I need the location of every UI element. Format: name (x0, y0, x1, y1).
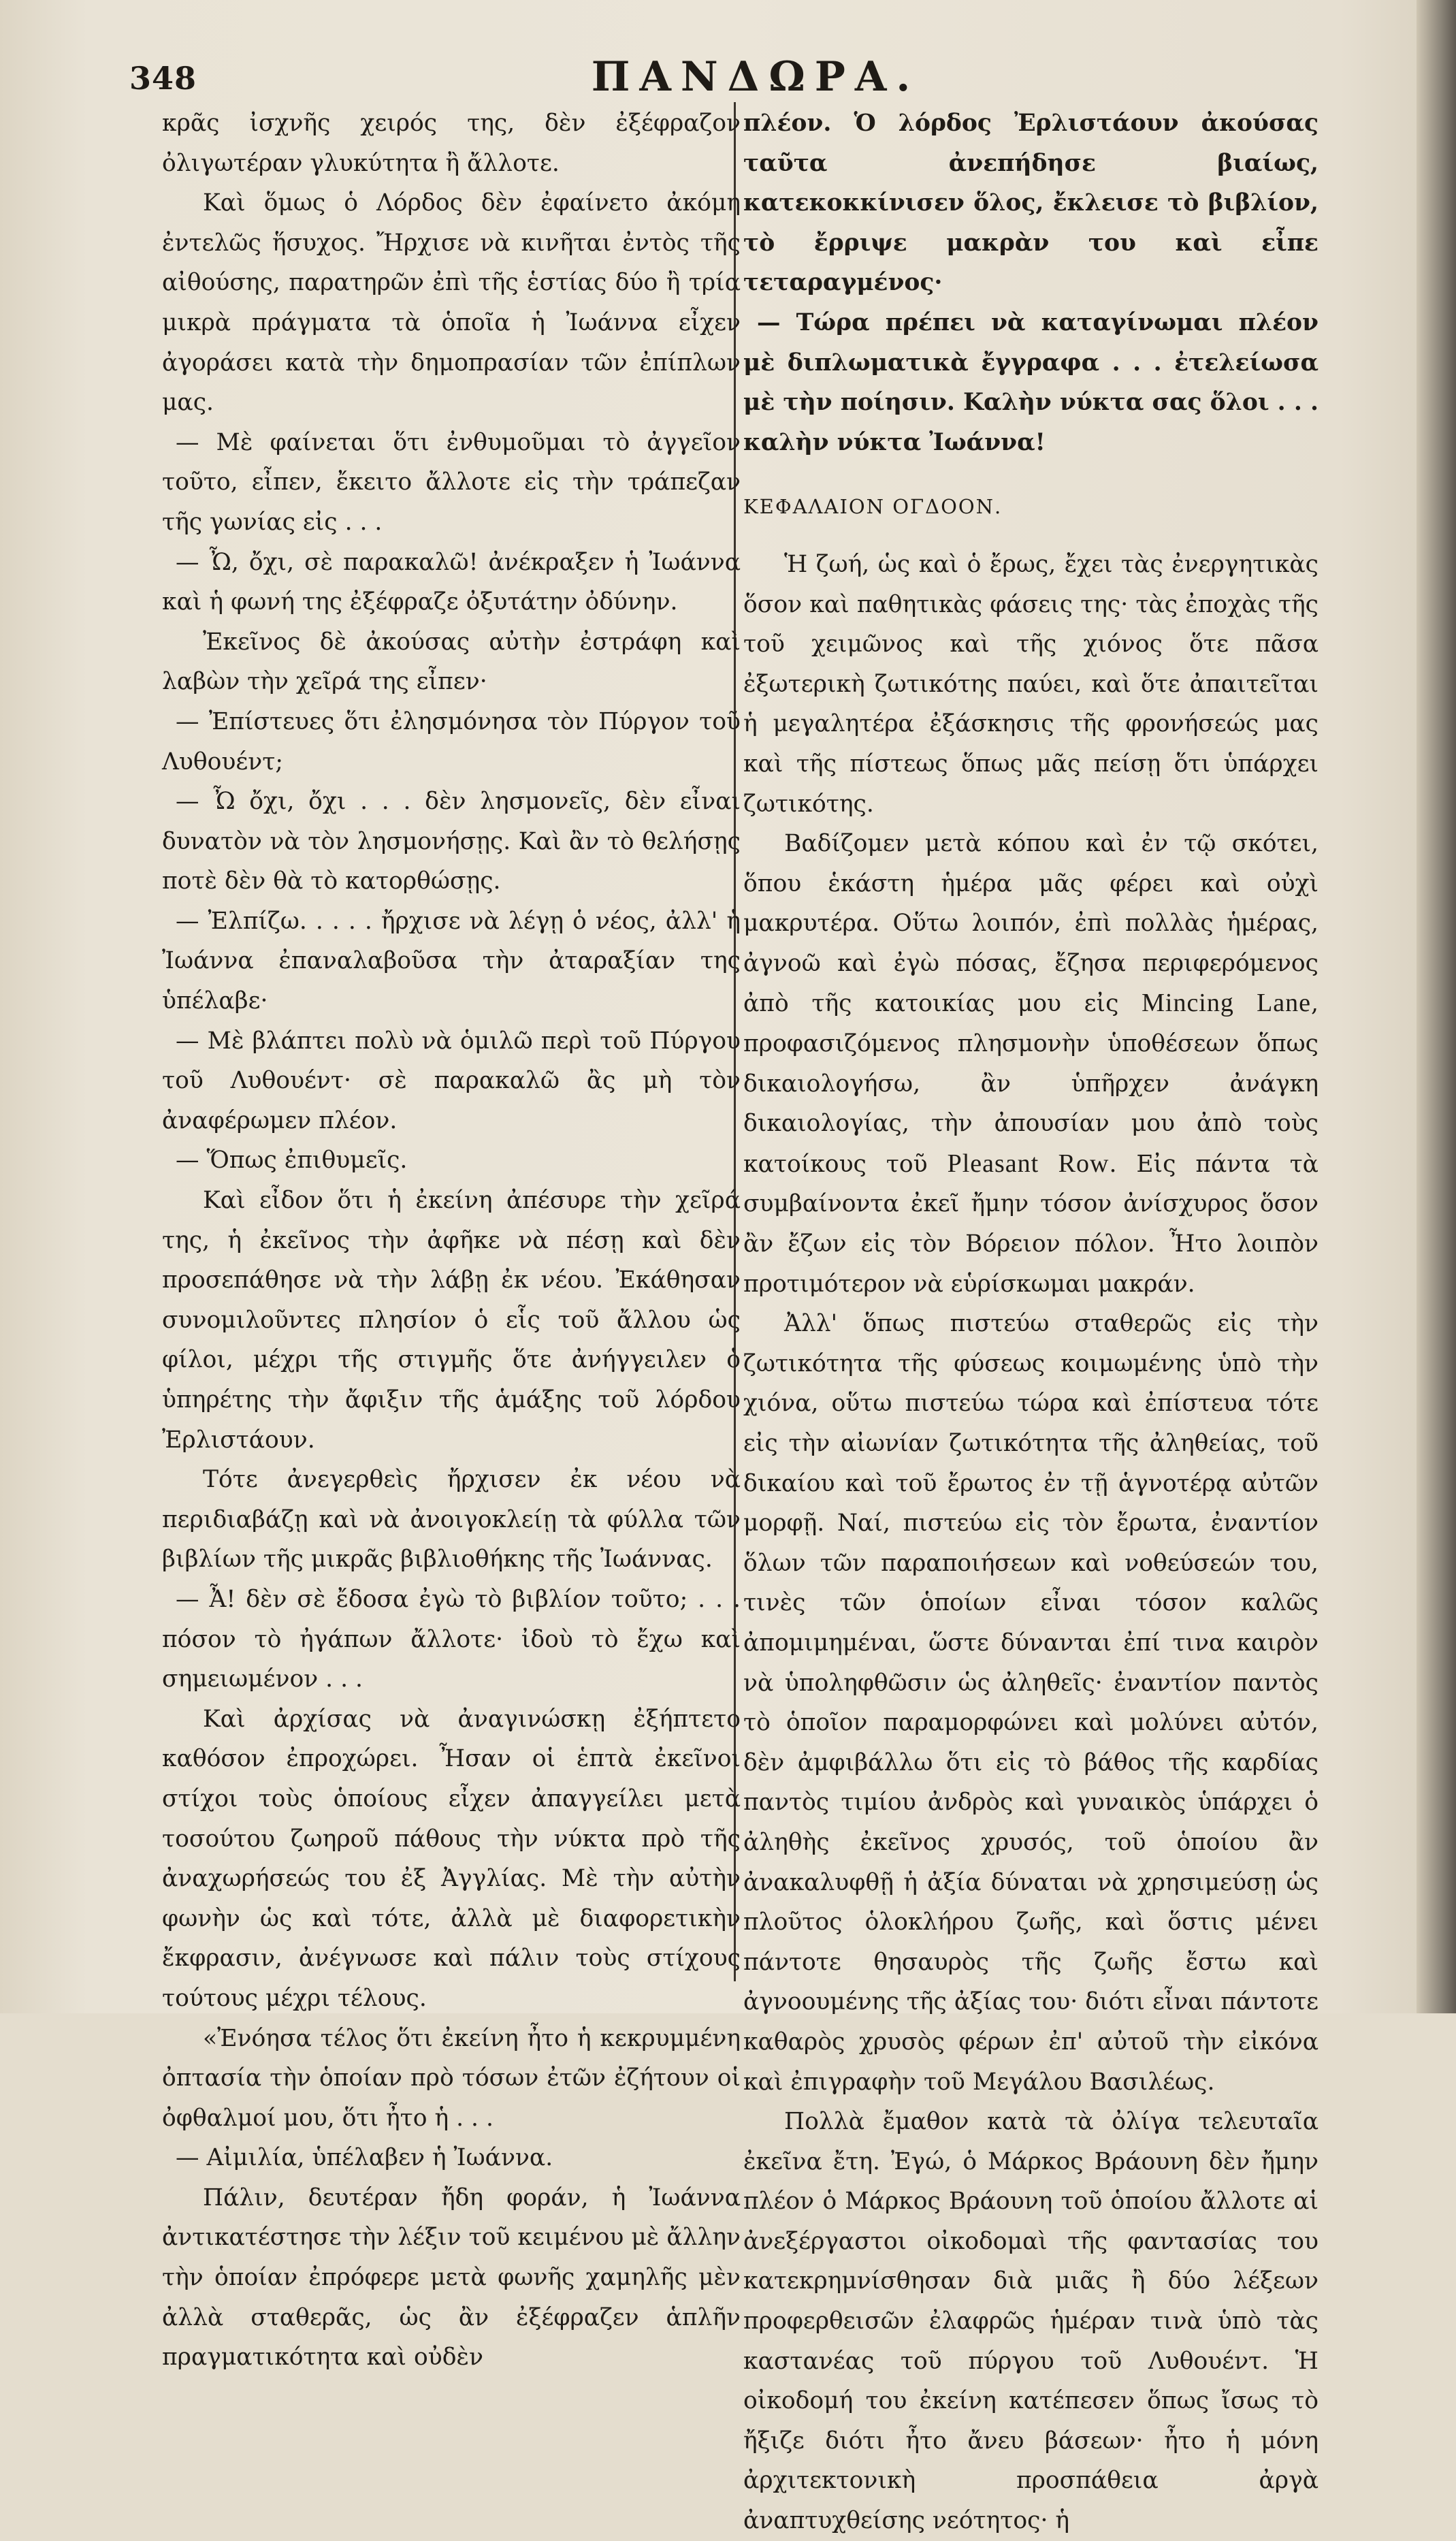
street-name-pleasant-row: Pleasant Row (947, 1149, 1110, 1178)
right-column (743, 103, 1319, 2541)
page-number: 348 (129, 60, 197, 97)
paragraph: Πάλιν, δευτέραν ἤδη φοράν, ἡ Ἰωάννα ἀντικατέστησε τὴν λέξιν τοῦ κειμένου μὲ ἄλλην τὴν ὁποίαν ἐπρόφερε μετὰ φωνῆς χαμηλῆς μὲν ἀλλὰ σταθερᾶς, ὡς ἂν ἐξέφραζεν ἁπλῆν πραγματικότητα καὶ οὐδὲν (162, 2184, 741, 2371)
paragraph: Ἀλλ' ὅπως πιστεύω σταθερῶς εἰς τὴν ζωτικότητα τῆς φύσεως κοιμωμένης ὑπὸ τὴν χιόνα, οὕτω πιστεύω τώρα καὶ ἐπίστευα τότε εἰς τὴν αἰωνίαν ζωτικότητα τῆς ἀληθείας, τοῦ δικαίου καὶ τοῦ ἔρωτος ἐν τῇ ἁγνοτέρᾳ αὐτῶν μορφῇ. Ναί, πιστεύω εἰς τὸν ἔρωτα, ἐναντίον ὅλων τῶν παραποιήσεων καὶ νοθεύσεών του, τινὲς τῶν ὁποίων εἶναι τόσον καλῶς ἀπομιμημέναι, ὥστε δύνανται ἐπί τινα καιρὸν νὰ ὑποληφθῶσιν ὡς ἀληθεῖς· ἐναντίον παντὸς τὸ ὁποῖον παραμορφώνει καὶ μολύνει αὐτόν, δὲν ἀμφιβάλλω ὅτι εἰς τὸ βάθος τῆς καρδίας παντὸς τιμίου ἀνδρὸς καὶ γυναικὸς ὑπάρχει ὁ ἀληθὴς ἐκεῖνος χρυσός, τοῦ ὁποίου ἂν ἀνακαλυφθῇ ἡ ἀξία δύναται νὰ χρησιμεύσῃ ὡς πλοῦτος ὁλοκλήρου ζωῆς, καὶ ὅστις μένει πάντοτε θησαυρὸς τῆς ζωῆς ἔστω καὶ ἀγνοουμένης τῆς ἀξίας του· διότι εἶναι πάντοτε καθαρὸς χρυσὸς φέρων ἐπ' αὐτοῦ τὴν εἰκόνα καὶ ἐπιγραφὴν τοῦ Μεγάλου Βασιλέως. (743, 1310, 1319, 2096)
dialogue-line: — Τώρα πρέπει νὰ καταγίνωμαι πλέον μὲ διπλωματικὰ ἔγγραφα . . . ἐτελείωσα μὲ τὴν ποίησιν. Καλὴν νύκτα σας ὅλοι . . . καλὴν νύκτα Ἰωάννα! (743, 308, 1319, 456)
street-name-mincing-lane: Mincing Lane (1142, 989, 1312, 1018)
dialogue-line: — Ὦ, ὄχι, σὲ παρακαλῶ! ἀνέκραξεν ἡ Ἰωάννα καὶ ἡ φωνή της ἐξέφραζε ὀξυτάτην ὀδύνην. (162, 548, 741, 616)
quoted-verse: «Ἐνόησα τέλος ὅτι ἐκείνη ἦτο ἡ κεκρυμμένη ὀπτασία τὴν ὁποίαν πρὸ τόσων ἐτῶν ἐζήτουν οἱ ὀφθαλμοί μου, ὅτι ἦτο ἡ . . . (162, 2024, 741, 2132)
paragraph: Ἡ ζωή, ὡς καὶ ὁ ἔρως, ἔχει τὰς ἐνεργητικὰς ὅσον καὶ παθητικὰς φάσεις της· τὰς ἐποχὰς τῆς τοῦ χειμῶνος καὶ τῆς χιόνος ὅτε πᾶσα ἐξωτερικὴ ζωτικότης παύει, καὶ ὅτε ἀπαιτεῖται ἡ μεγαλητέρα ἐξάσκησις τῆς φρονήσεώς μας καὶ τῆς πίστεως ὅπως μᾶς πείσῃ ὅτι ὑπάρχει ζωτικότης. (743, 550, 1319, 818)
page-header (129, 53, 1321, 108)
paragraph: πλέον. Ὁ λόρδος Ἐρλιστάουν ἀκούσας ταῦτα ἀνεπήδησε βιαίως, κατεκοκκίνισεν ὅλος, ἔκλεισε τὸ βιβλίον, τὸ ἔρριψε μακρὰν του καὶ εἶπε τεταραγμένος· (743, 110, 1319, 297)
book-spine-shadow (1417, 0, 1456, 2013)
dialogue-line: — Ὦ ὄχι, ὄχι . . . δὲν λησμονεῖς, δὲν εἶναι δυνατὸν νὰ τὸν λησμονήσῃς. Καὶ ἂν τὸ θελήσῃς ποτὲ δὲν θὰ τὸ κατορθώσῃς. (162, 788, 741, 895)
chapter-heading: ΚΕΦΑΛΑΙΟΝ ΟΓΔΟΟΝ. (743, 495, 1003, 519)
paragraph: Καὶ ὅμως ὁ Λόρδος δὲν ἐφαίνετο ἀκόμη ἐντελῶς ἥσυχος. Ἤρχισε νὰ κινῆται ἐντὸς τῆς αἰθούσης, παρατηρῶν ἐπὶ τῆς ἑστίας δύο ἢ τρία μικρὰ πράγματα τὰ ὁποῖα ἡ Ἰωάννα εἶχεν ἀγοράσει κατὰ τὴν δημοπρασίαν τῶν ἐπίπλων μας. (162, 189, 741, 417)
paragraph: Ἐκεῖνος δὲ ἀκούσας αὐτὴν ἐστράφη καὶ λαβὼν τὴν χεῖρά της εἶπεν· (162, 628, 741, 696)
paragraph-text: . Εἰς πάντα τὰ συμβαίνοντα ἐκεῖ ἤμην τόσον ἀνίσχυρος ὅσον ἂν ἔζων εἰς τὸν Βόρειον πόλον. Ἦτο λοιπὸν προτιμότερον νὰ εὑρίσκωμαι μακράν. (743, 1150, 1319, 1298)
paragraph: Καὶ ἀρχίσας νὰ ἀναγινώσκῃ ἐξήπτετο καθόσον ἐπροχώρει. Ἦσαν οἱ ἑπτὰ ἐκεῖνοι στίχοι τοὺς ὁποίους εἶχεν ἀπαγγείλει μετὰ τοσούτου ζωηροῦ πάθους τὴν νύκτα πρὸ τῆς ἀναχωρήσεώς του ἐξ Ἀγγλίας. Μὲ τὴν αὐτὴν φωνὴν ὡς καὶ τότε, ἀλλὰ μὲ διαφορετικὴν ἔκφρασιν, ἀνέγνωσε καὶ πάλιν τοὺς στίχους τούτους μέχρι τέλους. (162, 1705, 741, 2012)
paragraph-text: Βαδίζομεν μετὰ κόπου καὶ ἐν τῷ σκότει, ὅπου ἑκάστη ἡμέρα μᾶς φέρει καὶ οὐχὶ μακρυτέρα. Οὕτω λοιπόν, ἐπὶ πολλὰς ἡμέρας, ἀγνοῶ καὶ ἐγὼ πόσας, ἔζησα περιφερόμενος ἀπὸ τῆς κατοικίας μου εἰς (743, 830, 1319, 1018)
paragraph-text: , προφασιζόμενος πλησμονὴν ὑποθέσεων ὅπως δικαιολογήσω, ἂν ὑπῆρχεν ἀνάγκη δικαιολογίας, τὴν ἀπουσίαν μου ἀπὸ τοὺς κατοίκους τοῦ (743, 990, 1319, 1178)
dialogue-line: — Αἰμιλία, ὑπέλαβεν ἡ Ἰωάννα. (176, 2144, 553, 2172)
paragraph: κρᾶς ἰσχνῆς χειρός της, δὲν ἐξέφραζον ὀλιγωτέραν γλυκύτητα ἢ ἄλλοτε. (162, 110, 741, 177)
dialogue-line: — Μὲ βλάπτει πολὺ νὰ ὁμιλῶ περὶ τοῦ Πύργου τοῦ Λυθουέντ· σὲ παρακαλῶ ἂς μὴ τὸν ἀναφέρωμεν πλέον. (162, 1027, 741, 1134)
left-column (162, 103, 741, 2378)
paragraph (743, 824, 1319, 1304)
paragraph: Καὶ εἶδον ὅτι ἡ ἐκείνη ἀπέσυρε τὴν χεῖρά της, ἡ ἐκεῖνος τὴν ἀφῆκε νὰ πέσῃ καὶ δὲν προσεπάθησε νὰ τὴν λάβῃ ἐκ νέου. Ἐκάθησαν συνομιλοῦντες πλησίον ὁ εἷς τοῦ ἄλλου ὡς φίλοι, μέχρι τῆς στιγμῆς ὅτε ἀνήγγειλεν ὁ ὑπηρέτης τὴν ἄφιξιν τῆς ἁμάξης τοῦ λόρδου Ἐρλιστάουν. (162, 1187, 741, 1454)
running-title: ΠΑΝΔΩΡΑ. (591, 53, 920, 101)
paragraph: Πολλὰ ἔμαθον κατὰ τὰ ὀλίγα τελευταῖα ἐκεῖνα ἔτη. Ἐγώ, ὁ Μάρκος Βράουνη δὲν ἤμην πλέον ὁ Μάρκος Βράουνη τοῦ ὁποίου ἄλλοτε αἱ ἀνεξέργαστοι οἰκοδομαὶ τῆς φαντασίας του κατεκρημνίσθησαν διὰ μιᾶς ἢ δύο λέξεων προφερθεισῶν ἐλαφρῶς ἡμέραν τινὰ ὑπὸ τὰς καστανέας τοῦ πύργου τοῦ Λυθουέντ. Ἡ οἰκοδομή του ἐκείνη κατέπεσεν ὅπως ἴσως τὸ ἤξιζε διότι ἦτο ἄνευ βάσεων· ἦτο ἡ μόνη ἀρχιτεκτονικὴ προσπάθεια ἀργὰ ἀναπτυχθείσης νεότητος· ἡ (743, 2108, 1319, 2535)
dialogue-line: — Ἆ! δὲν σὲ ἔδοσα ἐγὼ τὸ βιβλίον τοῦτο; . . . πόσον τὸ ἠγάπων ἄλλοτε· ἰδοὺ τὸ ἔχω καὶ σημειωμένον . . . (162, 1585, 741, 1693)
dialogue-line: — Ἐπίστευες ὅτι ἐλησμόνησα τὸν Πύργον τοῦ Λυθουέντ; (162, 707, 741, 776)
dialogue-line: — Ὅπως ἐπιθυμεῖς. (176, 1147, 408, 1174)
dialogue-line: — Ἐλπίζω. . . . . ἤρχισε νὰ λέγῃ ὁ νέος, ἀλλ' ἡ Ἰωάννα ἐπαναλαβοῦσα τὴν ἀταραξίαν της ὑπέλαβε· (162, 907, 741, 1015)
dialogue-line: — Μὲ φαίνεται ὅτι ἐνθυμοῦμαι τὸ ἀγγεῖον τοῦτο, εἶπεν, ἔκειτο ἄλλοτε εἰς τὴν τράπεζαν τῆς γωνίας εἰς . . . (162, 428, 741, 536)
paragraph: Τότε ἀνεγερθεὶς ἤρχισεν ἐκ νέου νὰ περιδιαβάζῃ καὶ νὰ ἀνοιγοκλείῃ τὰ φύλλα τῶν βιβλίων τῆς μικρᾶς βιβλιοθήκης τῆς Ἰωάννας. (162, 1466, 741, 1573)
